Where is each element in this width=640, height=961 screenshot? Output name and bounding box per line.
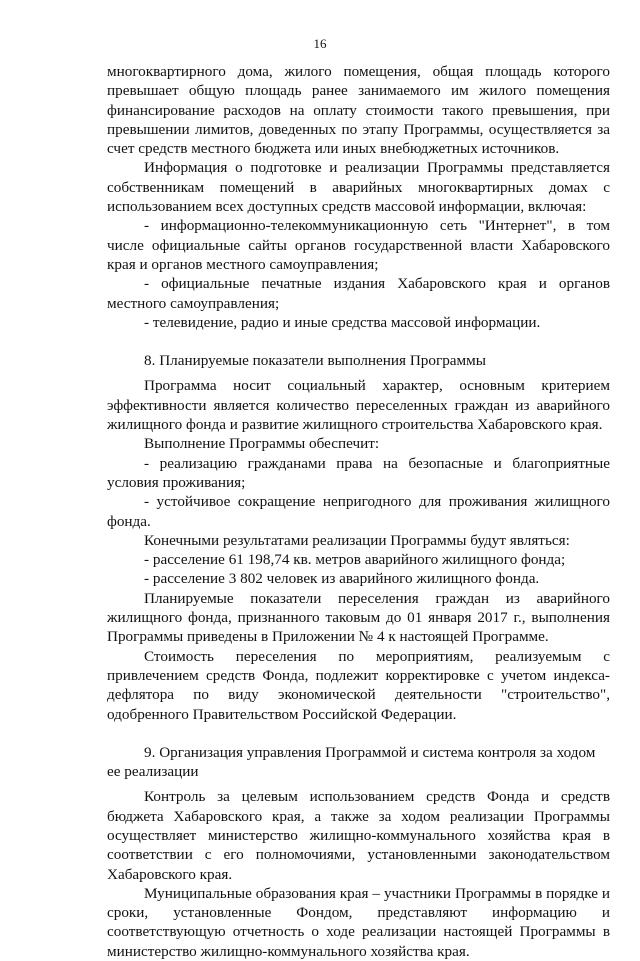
paragraph-continuation: многоквартирного дома, жилого помещения, общая площадь которого превышает общую площадь ранее занимаемого им жилого помещения финансирование расходов на оплату стоимости такого превышения, при превышении лимитов, доведенных по этапу Программы, осуществляется за счет средств местного бюджета или иных внебюджетных источников. [107, 63, 610, 158]
spacer [107, 724, 610, 743]
page-number: 16 [313, 36, 327, 51]
section-8-paragraph: Планируемые показатели переселения граждан из аварийного жилищного фонда, признанного таковым до 01 января 2017 г., выполнения Программы приведены в Приложении № 4 к настоящей Программе. [107, 589, 610, 646]
list-item-internet: - информационно-телекоммуникационную сеть "Интернет", в том числе официальные сайты органов государственной власти Хабаровского края и органов местного самоуправления; [107, 217, 610, 273]
section-8-paragraph: Программа носит социальный характер, основным критерием эффективности является количество переселенных граждан из аварийного жилищного фонда и развитие жилищного строительства Хабаровского края. [107, 377, 610, 434]
page-content [107, 62, 610, 961]
section-8-paragraph: Выполнение Программы обеспечит: [144, 435, 380, 453]
list-item-print-media: - официальные печатные издания Хабаровского края и органов местного самоуправления; [107, 275, 610, 312]
section-8-list-item: - расселение 3 802 человек из аварийного жилищного фонда. [144, 570, 540, 588]
section-8-list-item: - реализацию гражданами права на безопасные и благоприятные условия проживания; [107, 454, 610, 491]
section-9-heading: 9. Организация управления Программой и система контроля за ходом ее реализации [107, 743, 596, 781]
section-8-paragraph: Конечными результатами реализации Программы будут являться: [144, 531, 570, 549]
section-9-paragraph: Муниципальные образования края – участники Программы в порядке и сроки, установленные Фондом, представляют информацию и соответствующую отчетность о ходе реализации настоящей Программы в министерство жилищно-коммунального хозяйства края. [107, 884, 610, 960]
paragraph-information: Информация о подготовке и реализации Программы представляется собственникам помещений в аварийных многоквартирных домах с использованием всех доступных средств массовой информации, включая: [107, 159, 610, 216]
section-8-list-item: - расселение 61 198,74 кв. метров аварийного жилищного фонда; [144, 551, 566, 569]
spacer [107, 332, 610, 351]
list-item-tv-radio: - телевидение, радио и иные средства массовой информации. [144, 313, 541, 331]
section-8-heading: 8. Планируемые показатели выполнения Программы [144, 352, 486, 370]
section-9-paragraph: Контроль за целевым использованием средств Фонда и средств бюджета Хабаровского края, а также за ходом реализации Программы осуществляет министерство жилищно-коммунального хозяйства края в соответствии с его полномочиями, установленными законодательством Хабаровского края. [107, 788, 610, 883]
section-8-list-item: - устойчивое сокращение непригодного для проживания жилищного фонда. [107, 493, 610, 530]
section-8-paragraph: Стоимость переселения по мероприятиям, реализуемым с привлечением средств Фонда, подлежит корректировке с учетом индекса-дефлятора по виду экономической деятельности "строительство", одобренного Правительством Российской Федерации. [107, 647, 610, 723]
